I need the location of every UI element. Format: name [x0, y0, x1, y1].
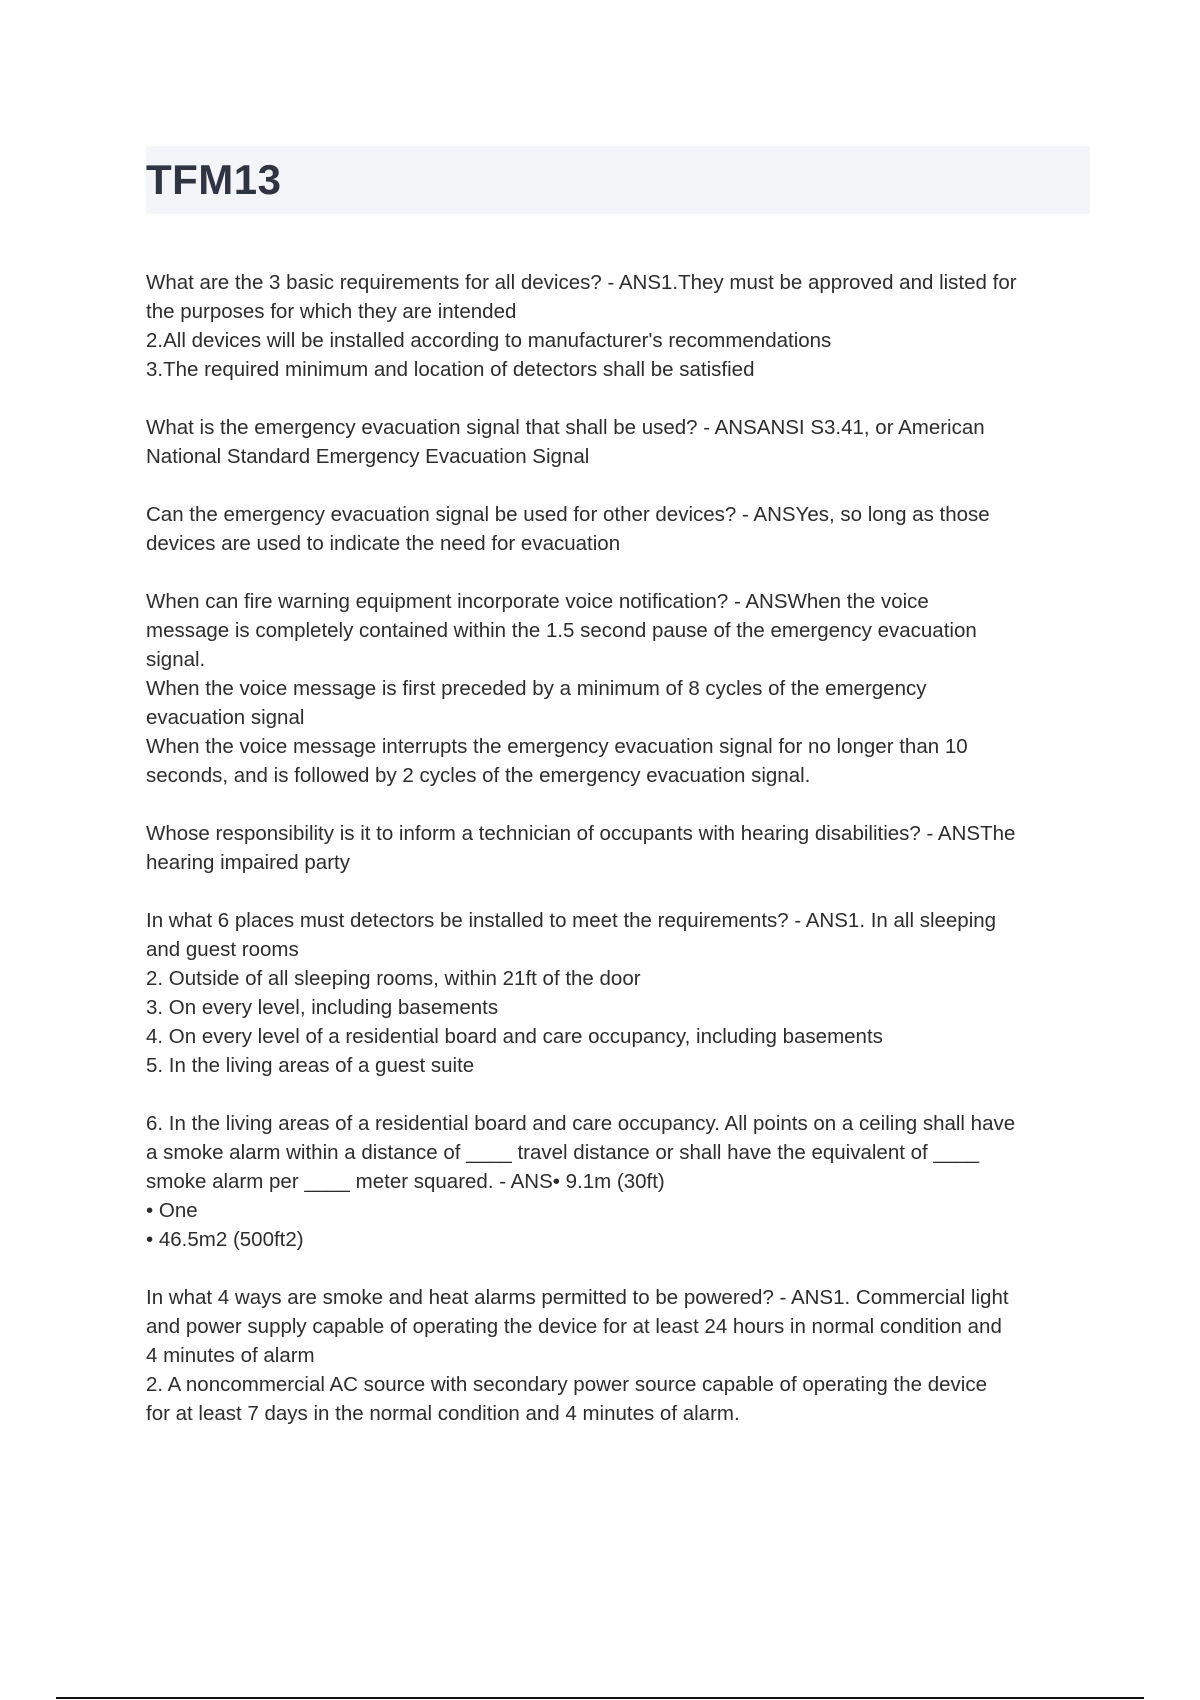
text-line: Can the emergency evacuation signal be used for other devices? - ANSYes, so long as those [146, 503, 990, 526]
text-line: 2. Outside of all sleeping rooms, within 21ft of the door [146, 967, 641, 990]
text-line: 3. On every level, including basements [146, 996, 499, 1019]
qa-text [146, 1109, 1092, 1254]
text-line: and power supply capable of operating the device for at least 24 hours in normal condition and [146, 1315, 1002, 1338]
text-line: In what 4 ways are smoke and heat alarms permitted to be powered? - ANS1. Commercial light [146, 1286, 1009, 1309]
qa-text [146, 587, 1092, 790]
text-line: for at least 7 days in the normal condition and 4 minutes of alarm. [146, 1402, 740, 1425]
bottom-divider [56, 1697, 1144, 1699]
text-line: and guest rooms [146, 938, 299, 961]
qa-item [146, 268, 1092, 384]
qa-text [146, 1283, 1092, 1428]
text-line: devices are used to indicate the need for evacuation [146, 532, 621, 555]
text-line: What are the 3 basic requirements for all devices? - ANS1.They must be approved and listed for [146, 271, 1017, 294]
text-line: 4 minutes of alarm [146, 1344, 315, 1367]
text-line: the purposes for which they are intended [146, 300, 517, 323]
text-line: signal. [146, 648, 206, 671]
qa-item [146, 413, 1092, 471]
qa-content [146, 268, 1092, 1457]
text-line: message is completely contained within the 1.5 second pause of the emergency evacuation [146, 619, 977, 642]
text-line: seconds, and is followed by 2 cycles of the emergency evacuation signal. [146, 764, 811, 787]
qa-item [146, 500, 1092, 558]
text-line: 4. On every level of a residential board and care occupancy, including basements [146, 1025, 883, 1048]
text-line: When the voice message is first preceded by a minimum of 8 cycles of the emergency [146, 677, 927, 700]
text-line: When the voice message interrupts the emergency evacuation signal for no longer than 10 [146, 735, 968, 758]
text-line: 5. In the living areas of a guest suite [146, 1054, 475, 1077]
text-line: 6. In the living areas of a residential board and care occupancy. All points on a ceiling shall have [146, 1112, 1016, 1135]
qa-item [146, 1283, 1092, 1428]
text-line: National Standard Emergency Evacuation Signal [146, 445, 590, 468]
text-line: • 46.5m2 (500ft2) [146, 1228, 304, 1251]
qa-text [146, 819, 1092, 877]
text-line: smoke alarm per ____ meter squared. - ANS• 9.1m (30ft) [146, 1170, 665, 1193]
qa-text [146, 906, 1092, 1080]
text-line: hearing impaired party [146, 851, 350, 874]
text-line: What is the emergency evacuation signal that shall be used? - ANSANSI S3.41, or American [146, 416, 985, 439]
qa-item [146, 819, 1092, 877]
text-line: 2. A noncommercial AC source with secondary power source capable of operating the device [146, 1373, 987, 1396]
qa-item [146, 1109, 1092, 1254]
text-line: 3.The required minimum and location of detectors shall be satisfied [146, 358, 755, 381]
text-line: Whose responsibility is it to inform a technician of occupants with hearing disabilities? - ANSThe [146, 822, 1016, 845]
document-title: TFM13 [146, 156, 282, 203]
qa-text [146, 268, 1092, 384]
text-line: In what 6 places must detectors be installed to meet the requirements? - ANS1. In all sleeping [146, 909, 997, 932]
text-line: • One [146, 1199, 198, 1222]
text-line: a smoke alarm within a distance of ____ travel distance or shall have the equivalent of ____ [146, 1141, 980, 1164]
text-line: evacuation signal [146, 706, 305, 729]
title-banner [146, 146, 1090, 214]
qa-item [146, 587, 1092, 790]
qa-item [146, 906, 1092, 1080]
text-line: When can fire warning equipment incorporate voice notification? - ANSWhen the voice [146, 590, 929, 613]
qa-text [146, 500, 1092, 558]
qa-text [146, 413, 1092, 471]
text-line: 2.All devices will be installed according to manufacturer's recommendations [146, 329, 832, 352]
